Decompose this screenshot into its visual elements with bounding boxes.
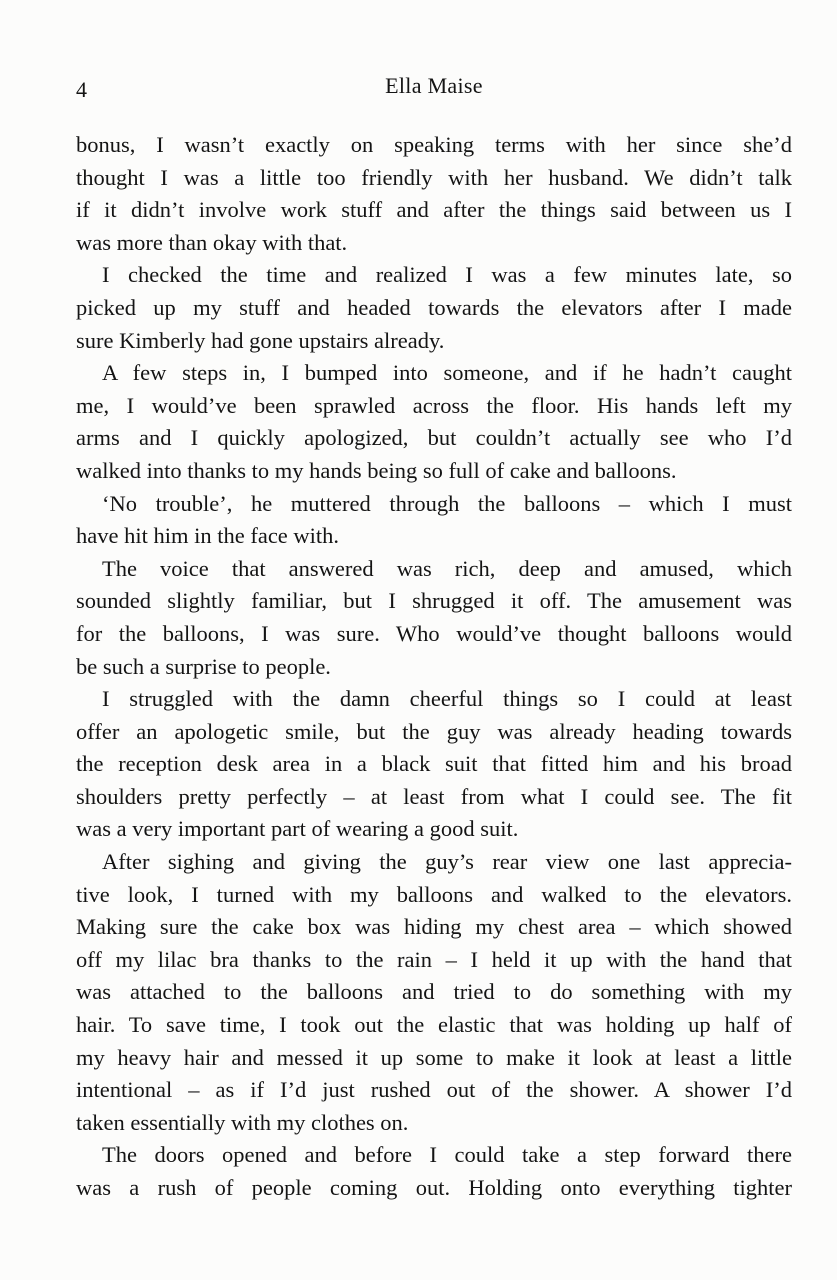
paragraph xyxy=(76,488,792,553)
text-line: tive look, I turned with my balloons and walked to the elevators. xyxy=(76,881,792,907)
paragraph xyxy=(76,846,792,1139)
text-line: intentional – as if I’d just rushed out of the shower. A shower I’d xyxy=(76,1077,792,1103)
text-line: thought I was a little too friendly with her husband. We didn’t talk xyxy=(76,164,792,190)
page-number: 4 xyxy=(76,77,87,102)
paragraph xyxy=(76,357,792,487)
text-line: was a very important part of wearing a good suit. xyxy=(76,816,519,842)
running-head-author: Ella Maise xyxy=(385,73,483,98)
paragraph xyxy=(76,259,792,357)
text-line: walked into thanks to my hands being so full of cake and balloons. xyxy=(76,457,677,483)
paragraph xyxy=(76,553,792,683)
text-line: offer an apologetic smile, but the guy was already heading towards xyxy=(76,718,792,744)
text-line: The voice that answered was rich, deep and amused, which xyxy=(102,555,792,581)
text-line: the reception desk area in a black suit that fitted him and his broad xyxy=(76,751,792,777)
text-line: The doors opened and before I could take a step forward there xyxy=(102,1142,792,1168)
text-line: was a rush of people coming out. Holding onto everything tighter xyxy=(76,1175,792,1200)
text-line: ‘No trouble’, he muttered through the balloons – which I must xyxy=(102,490,792,516)
text-line: Making sure the cake box was hiding my chest area – which showed xyxy=(76,914,792,940)
text-line: shoulders pretty perfectly – at least from what I could see. The fit xyxy=(76,783,792,809)
text-line: I struggled with the damn cheerful things so I could at least xyxy=(102,686,792,712)
text-line: my heavy hair and messed it up some to make it look at least a little xyxy=(76,1044,792,1070)
text-line: sounded slightly familiar, but I shrugged it off. The amusement was xyxy=(76,588,792,614)
page-header xyxy=(76,70,792,102)
text-line: hair. To save time, I took out the elastic that was holding up half of xyxy=(76,1012,792,1038)
text-line: I checked the time and realized I was a few minutes late, so xyxy=(102,262,792,288)
text-line: was more than okay with that. xyxy=(76,229,348,255)
text-line: After sighing and giving the guy’s rear view one last apprecia- xyxy=(102,849,792,875)
text-line: if it didn’t involve work stuff and after the things said between us I xyxy=(76,197,792,223)
text-line: arms and I quickly apologized, but couldn’t actually see who I’d xyxy=(76,425,792,451)
text-line: picked up my stuff and headed towards the elevators after I made xyxy=(76,294,792,320)
paragraph xyxy=(76,683,792,846)
body-text xyxy=(76,129,792,1205)
text-line: sure Kimberly had gone upstairs already. xyxy=(76,327,445,353)
text-line: for the balloons, I was sure. Who would’ve thought balloons would xyxy=(76,620,792,646)
paragraph xyxy=(76,1139,792,1204)
text-line: off my lilac bra thanks to the rain – I held it up with the hand that xyxy=(76,946,792,972)
text-line: taken essentially with my clothes on. xyxy=(76,1109,409,1135)
paragraph xyxy=(76,129,792,259)
text-line: have hit him in the face with. xyxy=(76,523,340,549)
text-line: me, I would’ve been sprawled across the floor. His hands left my xyxy=(76,392,792,418)
text-line: be such a surprise to people. xyxy=(76,653,331,679)
text-line: was attached to the balloons and tried to do something with my xyxy=(76,979,792,1005)
text-line: bonus, I wasn’t exactly on speaking terms with her since she’d xyxy=(76,132,792,157)
text-line: A few steps in, I bumped into someone, and if he hadn’t caught xyxy=(102,360,792,386)
